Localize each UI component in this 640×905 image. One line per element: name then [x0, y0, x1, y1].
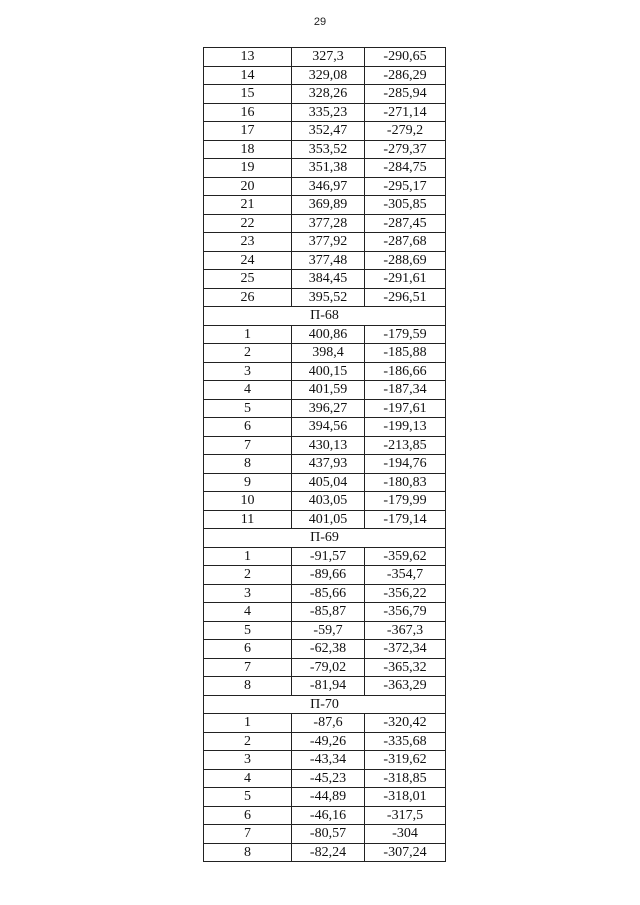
- table-row: [204, 418, 446, 437]
- table-row: [204, 362, 446, 381]
- point-number-cell: 4: [204, 769, 292, 788]
- table-row: [204, 621, 446, 640]
- table-row: [204, 140, 446, 159]
- table-row: [204, 251, 446, 270]
- x-value-cell: -79,02: [292, 658, 365, 677]
- x-value-cell: -89,66: [292, 566, 365, 585]
- y-value-cell: -186,66: [365, 362, 446, 381]
- table-body: [204, 48, 446, 862]
- x-value-cell: -81,94: [292, 677, 365, 696]
- y-value-cell: -291,61: [365, 270, 446, 289]
- coordinates-table: [203, 47, 446, 862]
- point-number-cell: 7: [204, 825, 292, 844]
- x-value-cell: -85,87: [292, 603, 365, 622]
- x-value-cell: 394,56: [292, 418, 365, 437]
- table-row: [204, 714, 446, 733]
- table-row: [204, 455, 446, 474]
- table-row: [204, 436, 446, 455]
- point-number-cell: 13: [204, 48, 292, 67]
- table-row: [204, 233, 446, 252]
- x-value-cell: 401,05: [292, 510, 365, 529]
- table-row: [204, 640, 446, 659]
- y-value-cell: -284,75: [365, 159, 446, 178]
- table-row: [204, 103, 446, 122]
- point-number-cell: 6: [204, 640, 292, 659]
- x-value-cell: -49,26: [292, 732, 365, 751]
- y-value-cell: -359,62: [365, 547, 446, 566]
- table-row: [204, 566, 446, 585]
- point-number-cell: 23: [204, 233, 292, 252]
- y-value-cell: -365,32: [365, 658, 446, 677]
- x-value-cell: 401,59: [292, 381, 365, 400]
- point-number-cell: 22: [204, 214, 292, 233]
- x-value-cell: 377,48: [292, 251, 365, 270]
- y-value-cell: -363,29: [365, 677, 446, 696]
- x-value-cell: -45,23: [292, 769, 365, 788]
- y-value-cell: -356,22: [365, 584, 446, 603]
- y-value-cell: -290,65: [365, 48, 446, 67]
- table-row: [204, 325, 446, 344]
- y-value-cell: -286,29: [365, 66, 446, 85]
- table-row: [204, 677, 446, 696]
- y-value-cell: -285,94: [365, 85, 446, 104]
- x-value-cell: -91,57: [292, 547, 365, 566]
- y-value-cell: -213,85: [365, 436, 446, 455]
- point-number-cell: 1: [204, 714, 292, 733]
- x-value-cell: 395,52: [292, 288, 365, 307]
- point-number-cell: 6: [204, 418, 292, 437]
- point-number-cell: 18: [204, 140, 292, 159]
- point-number-cell: 19: [204, 159, 292, 178]
- x-value-cell: 346,97: [292, 177, 365, 196]
- table-row: [204, 825, 446, 844]
- point-number-cell: 2: [204, 732, 292, 751]
- page-number: 29: [313, 16, 327, 28]
- point-number-cell: 8: [204, 455, 292, 474]
- table-row: [204, 788, 446, 807]
- table-row: [204, 769, 446, 788]
- table-row: [204, 214, 446, 233]
- y-value-cell: -317,5: [365, 806, 446, 825]
- point-number-cell: 9: [204, 473, 292, 492]
- x-value-cell: -44,89: [292, 788, 365, 807]
- table-row: [204, 603, 446, 622]
- x-value-cell: 398,4: [292, 344, 365, 363]
- table-row: [204, 843, 446, 862]
- x-value-cell: 369,89: [292, 196, 365, 215]
- x-value-cell: 329,08: [292, 66, 365, 85]
- table-row: [204, 399, 446, 418]
- y-value-cell: -296,51: [365, 288, 446, 307]
- point-number-cell: 3: [204, 751, 292, 770]
- point-number-cell: 5: [204, 788, 292, 807]
- point-number-cell: 2: [204, 566, 292, 585]
- y-value-cell: -187,34: [365, 381, 446, 400]
- point-number-cell: 20: [204, 177, 292, 196]
- point-number-cell: 3: [204, 584, 292, 603]
- table-row: [204, 584, 446, 603]
- x-value-cell: -80,57: [292, 825, 365, 844]
- point-number-cell: 25: [204, 270, 292, 289]
- x-value-cell: 353,52: [292, 140, 365, 159]
- table-row: [204, 288, 446, 307]
- y-value-cell: -335,68: [365, 732, 446, 751]
- y-value-cell: -318,01: [365, 788, 446, 807]
- y-value-cell: -319,62: [365, 751, 446, 770]
- y-value-cell: -180,83: [365, 473, 446, 492]
- section-label: П-69: [204, 529, 446, 548]
- x-value-cell: 352,47: [292, 122, 365, 141]
- table-row: [204, 48, 446, 67]
- y-value-cell: -271,14: [365, 103, 446, 122]
- point-number-cell: 4: [204, 603, 292, 622]
- point-number-cell: 7: [204, 436, 292, 455]
- table-row: [204, 806, 446, 825]
- x-value-cell: 437,93: [292, 455, 365, 474]
- x-value-cell: 327,3: [292, 48, 365, 67]
- point-number-cell: 8: [204, 677, 292, 696]
- point-number-cell: 1: [204, 325, 292, 344]
- x-value-cell: 396,27: [292, 399, 365, 418]
- y-value-cell: -279,2: [365, 122, 446, 141]
- table-row: [204, 473, 446, 492]
- y-value-cell: -304: [365, 825, 446, 844]
- x-value-cell: -59,7: [292, 621, 365, 640]
- x-value-cell: -46,16: [292, 806, 365, 825]
- x-value-cell: -43,34: [292, 751, 365, 770]
- point-number-cell: 10: [204, 492, 292, 511]
- y-value-cell: -279,37: [365, 140, 446, 159]
- x-value-cell: -85,66: [292, 584, 365, 603]
- y-value-cell: -288,69: [365, 251, 446, 270]
- x-value-cell: 430,13: [292, 436, 365, 455]
- table-row: [204, 732, 446, 751]
- x-value-cell: -87,6: [292, 714, 365, 733]
- table-row: [204, 177, 446, 196]
- section-header-row: [204, 529, 446, 548]
- table-row: [204, 510, 446, 529]
- y-value-cell: -307,24: [365, 843, 446, 862]
- x-value-cell: 405,04: [292, 473, 365, 492]
- point-number-cell: 6: [204, 806, 292, 825]
- y-value-cell: -318,85: [365, 769, 446, 788]
- point-number-cell: 8: [204, 843, 292, 862]
- point-number-cell: 7: [204, 658, 292, 677]
- table-row: [204, 658, 446, 677]
- point-number-cell: 21: [204, 196, 292, 215]
- y-value-cell: -356,79: [365, 603, 446, 622]
- table-row: [204, 492, 446, 511]
- x-value-cell: 328,26: [292, 85, 365, 104]
- y-value-cell: -287,68: [365, 233, 446, 252]
- y-value-cell: -197,61: [365, 399, 446, 418]
- x-value-cell: 400,86: [292, 325, 365, 344]
- x-value-cell: 377,92: [292, 233, 365, 252]
- y-value-cell: -199,13: [365, 418, 446, 437]
- x-value-cell: 335,23: [292, 103, 365, 122]
- point-number-cell: 1: [204, 547, 292, 566]
- section-label: П-70: [204, 695, 446, 714]
- point-number-cell: 3: [204, 362, 292, 381]
- y-value-cell: -185,88: [365, 344, 446, 363]
- table-row: [204, 85, 446, 104]
- y-value-cell: -287,45: [365, 214, 446, 233]
- y-value-cell: -179,14: [365, 510, 446, 529]
- point-number-cell: 5: [204, 621, 292, 640]
- coordinates-table-container: [203, 47, 445, 862]
- table-row: [204, 381, 446, 400]
- x-value-cell: 400,15: [292, 362, 365, 381]
- x-value-cell: 377,28: [292, 214, 365, 233]
- point-number-cell: 16: [204, 103, 292, 122]
- table-row: [204, 66, 446, 85]
- table-row: [204, 122, 446, 141]
- point-number-cell: 24: [204, 251, 292, 270]
- y-value-cell: -179,99: [365, 492, 446, 511]
- y-value-cell: -320,42: [365, 714, 446, 733]
- y-value-cell: -305,85: [365, 196, 446, 215]
- table-row: [204, 270, 446, 289]
- table-row: [204, 547, 446, 566]
- point-number-cell: 2: [204, 344, 292, 363]
- table-row: [204, 196, 446, 215]
- y-value-cell: -194,76: [365, 455, 446, 474]
- x-value-cell: 384,45: [292, 270, 365, 289]
- section-header-row: [204, 695, 446, 714]
- y-value-cell: -367,3: [365, 621, 446, 640]
- point-number-cell: 4: [204, 381, 292, 400]
- y-value-cell: -354,7: [365, 566, 446, 585]
- point-number-cell: 15: [204, 85, 292, 104]
- point-number-cell: 5: [204, 399, 292, 418]
- table-row: [204, 159, 446, 178]
- point-number-cell: 17: [204, 122, 292, 141]
- point-number-cell: 26: [204, 288, 292, 307]
- x-value-cell: 351,38: [292, 159, 365, 178]
- section-label: П-68: [204, 307, 446, 326]
- section-header-row: [204, 307, 446, 326]
- table-row: [204, 751, 446, 770]
- table-row: [204, 344, 446, 363]
- y-value-cell: -372,34: [365, 640, 446, 659]
- y-value-cell: -179,59: [365, 325, 446, 344]
- point-number-cell: 11: [204, 510, 292, 529]
- y-value-cell: -295,17: [365, 177, 446, 196]
- x-value-cell: 403,05: [292, 492, 365, 511]
- x-value-cell: -82,24: [292, 843, 365, 862]
- x-value-cell: -62,38: [292, 640, 365, 659]
- point-number-cell: 14: [204, 66, 292, 85]
